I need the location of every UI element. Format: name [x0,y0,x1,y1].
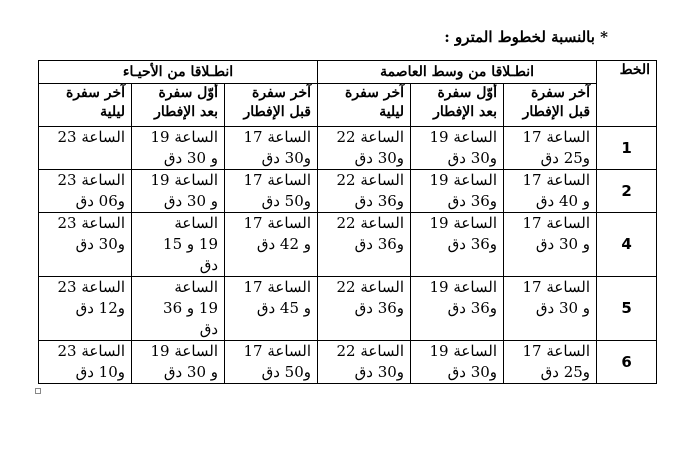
schedule-cell: الساعة 22 و30 دق [318,127,411,170]
schedule-cell: الساعة 17 و25 دق [504,341,597,384]
schedule-cell: الساعة 19 و36 دق [411,277,504,341]
schedule-cell: الساعة 17 و 40 دق [504,170,597,213]
schedule-cell: الساعة 23 [39,127,132,170]
schedule-cell: الساعة 19 و 36 دق [132,277,225,341]
subheader-center-first-after-iftar: أوّل سفرة بعد الإفطار [411,84,504,127]
schedule-cell: الساعة 17 و 30 دق [504,213,597,277]
group-header-neighborhoods: انطـلاقا من الأحيـاء [39,61,318,84]
schedule-cell: الساعة 19 و 30 دق [132,127,225,170]
section-heading: * بالنسبة لخطوط المترو : [444,28,608,46]
schedule-cell: الساعة 23 و10 دق [39,341,132,384]
schedule-cell: الساعة 17 و50 دق [225,170,318,213]
schedule-cell: الساعة 23 و30 دق [39,213,132,277]
schedule-cell: الساعة 17 و30 دق [225,127,318,170]
subheader-neighborhoods-first-after-iftar: أوّل سفرة بعد الإفطار [132,84,225,127]
subheader-neighborhoods-last-night: آخر سفرة ليلية [39,84,132,127]
schedule-cell: الساعة 19 و30 دق [411,341,504,384]
schedule-cell: الساعة 17 و 42 دق [225,213,318,277]
schedule-cell: الساعة 19 و 15 دق [132,213,225,277]
metro-schedule-table [38,60,657,384]
line-number: 4 [597,213,657,277]
schedule-cell: الساعة 19 و 30 دق [132,170,225,213]
paragraph-anchor-mark [35,388,41,394]
schedule-cell: الساعة 22 و36 دق [318,170,411,213]
table-row [39,277,657,341]
subheader-neighborhoods-last-before-iftar: آخر سفرة قبل الإفطار [225,84,318,127]
schedule-cell: الساعة 19 و 30 دق [132,341,225,384]
group-header-city-center: انطـلاقا من وسط العاصمة [318,61,597,84]
schedule-cell: الساعة 19 و36 دق [411,213,504,277]
schedule-cell: الساعة 22 و36 دق [318,277,411,341]
schedule-cell: الساعة 22 و36 دق [318,213,411,277]
schedule-cell: الساعة 23 و12 دق [39,277,132,341]
table-row [39,127,657,170]
table-row [39,341,657,384]
schedule-cell: الساعة 17 و 45 دق [225,277,318,341]
schedule-cell: الساعة 17 و50 دق [225,341,318,384]
table-row [39,170,657,213]
schedule-cell: الساعة 22 و30 دق [318,341,411,384]
schedule-cell: الساعة 19 و30 دق [411,127,504,170]
subheader-center-last-night: آخر سفرة ليلية [318,84,411,127]
line-number: 2 [597,170,657,213]
line-number: 6 [597,341,657,384]
line-header: الخط [597,61,657,127]
subheader-center-last-before-iftar: آخر سفرة قبل الإفطار [504,84,597,127]
schedule-cell: الساعة 17 و25 دق [504,127,597,170]
schedule-cell: الساعة 17 و 30 دق [504,277,597,341]
line-number: 5 [597,277,657,341]
line-number: 1 [597,127,657,170]
table-row [39,213,657,277]
schedule-cell: الساعة 23 و06 دق [39,170,132,213]
schedule-cell: الساعة 19 و36 دق [411,170,504,213]
